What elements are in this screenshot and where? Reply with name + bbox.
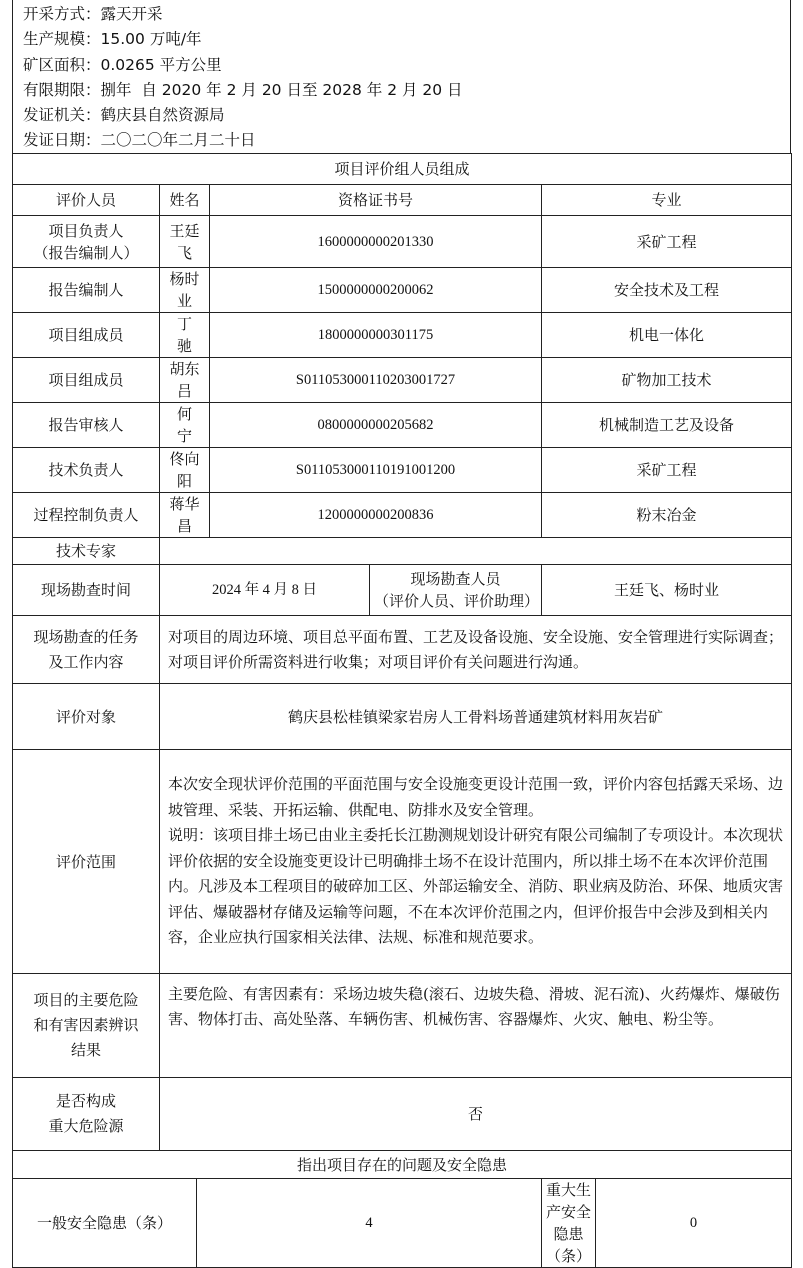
major-hazard-count-value: 0 xyxy=(596,1179,792,1268)
role-cell: 技术负责人 xyxy=(13,448,160,493)
header-major: 专业 xyxy=(542,185,792,216)
object-row xyxy=(13,684,792,750)
role-cell: 过程控制负责人 xyxy=(13,493,160,538)
major-cell: 机电一体化 xyxy=(542,313,792,358)
team-header-row xyxy=(13,185,792,216)
info-line-issue-date: 发证日期：二〇二〇年二月二十日 xyxy=(23,131,256,150)
team-title-row xyxy=(13,154,792,185)
info-line-issuer: 发证机关：鹤庆县自然资源局 xyxy=(23,106,225,125)
major-hazard-count-label: 重大生产安全隐患（条） xyxy=(542,1179,596,1268)
hazard-label: 项目的主要危险 和有害因素辨识 结果 xyxy=(13,974,160,1078)
info-line-validity: 有限期限：捌年 自 2020 年 2 月 20 日至 2028 年 2 月 20 日 xyxy=(23,80,463,99)
major-cell: 采矿工程 xyxy=(542,448,792,493)
role-cell: 项目负责人 （报告编制人） xyxy=(13,216,160,268)
major-cell: 采矿工程 xyxy=(542,216,792,268)
task-row xyxy=(13,616,792,684)
cert-cell: 1800000000301175 xyxy=(210,313,542,358)
survey-time-label: 现场勘查时间 xyxy=(13,565,160,616)
info-line-mine-area: 矿区面积：0.0265 平方公里 xyxy=(23,55,222,74)
name-cell: 胡东吕 xyxy=(160,358,210,403)
cert-cell: S011053000110203001727 xyxy=(210,358,542,403)
cert-cell: S011053000110191001200 xyxy=(210,448,542,493)
expert-label: 技术专家 xyxy=(13,538,160,565)
name-cell: 蒋华昌 xyxy=(160,493,210,538)
cert-cell: 1600000000201330 xyxy=(210,216,542,268)
scope-value xyxy=(160,750,792,974)
issues-title: 指出项目存在的问题及安全隐患 xyxy=(13,1151,792,1179)
major-hazard-label: 是否构成 重大危险源 xyxy=(13,1078,160,1151)
evaluation-table xyxy=(12,153,792,1268)
header-role: 评价人员 xyxy=(13,185,160,216)
role-cell: 项目组成员 xyxy=(13,313,160,358)
issues-count-row xyxy=(13,1179,792,1268)
general-hazard-label: 一般安全隐患（条） xyxy=(13,1179,197,1268)
team-row xyxy=(13,313,792,358)
name-cell: 佟向阳 xyxy=(160,448,210,493)
major-hazard-value: 否 xyxy=(160,1078,792,1151)
scope-label: 评价范围 xyxy=(13,750,160,974)
role-cell: 项目组成员 xyxy=(13,358,160,403)
major-cell: 粉末冶金 xyxy=(542,493,792,538)
scope-paragraph-1: 本次安全现状评价范围的平面范围与安全设施变更设计范围一致，评价内容包括露天采场、边坡管理、采装、开拓运输、供配电、防排水及安全管理。 xyxy=(168,775,784,819)
major-hazard-row xyxy=(13,1078,792,1151)
name-cell: 丁 驰 xyxy=(160,313,210,358)
expert-row xyxy=(13,538,792,565)
cert-cell: 0800000000205682 xyxy=(210,403,542,448)
document xyxy=(12,0,791,1268)
cert-cell: 1200000000200836 xyxy=(210,493,542,538)
major-cell: 矿物加工技术 xyxy=(542,358,792,403)
survey-staff-label: 现场勘查人员 （评价人员、评价助理） xyxy=(370,565,542,616)
task-label: 现场勘查的任务 及工作内容 xyxy=(13,616,160,684)
header-cert: 资格证书号 xyxy=(210,185,542,216)
hazard-value: 主要危险、有害因素有：采场边坡失稳(滚石、边坡失稳、滑坡、泥石流)、火药爆炸、爆破伤害、物体打击、高处坠落、车辆伤害、机械伤害、容器爆炸、火灾、触电、粉尘等。 xyxy=(160,974,792,1078)
general-hazard-value: 4 xyxy=(197,1179,542,1268)
cert-cell: 1500000000200062 xyxy=(210,268,542,313)
name-cell: 杨时业 xyxy=(160,268,210,313)
info-line-mining-method: 开采方式：露天开采 xyxy=(23,5,163,23)
team-row xyxy=(13,358,792,403)
team-row xyxy=(13,448,792,493)
name-cell: 王廷飞 xyxy=(160,216,210,268)
header-name: 姓名 xyxy=(160,185,210,216)
team-row xyxy=(13,216,792,268)
team-title: 项目评价组人员组成 xyxy=(13,154,792,185)
license-info xyxy=(12,0,791,153)
issues-title-row xyxy=(13,1151,792,1179)
team-row xyxy=(13,403,792,448)
survey-staff-value: 王廷飞、杨时业 xyxy=(542,565,792,616)
object-label: 评价对象 xyxy=(13,684,160,750)
scope-paragraph-2: 说明：该项目排土场已由业主委托长江勘测规划设计研究有限公司编制了专项设计。本次现状评价依据的安全设施变更设计已明确排土场不在设计范围内，所以排土场不在本次评价范围内。凡涉及本工程项目的破碎加工区、外部运输安全、消防、职业病及防治、环保、地质灾害评估、爆破器材存储及运输等问题，不在本次评价范围之内，但评价报告中会涉及到相关内容，企业应执行国家相关法律、法规、标准和规范要求。 xyxy=(168,826,784,947)
role-cell: 报告审核人 xyxy=(13,403,160,448)
team-row xyxy=(13,268,792,313)
expert-value xyxy=(160,538,792,565)
hazard-row xyxy=(13,974,792,1078)
role-cell: 报告编制人 xyxy=(13,268,160,313)
info-line-production-scale: 生产规模：15.00 万吨/年 xyxy=(23,30,202,49)
object-value: 鹤庆县松桂镇梁家岩房人工骨料场普通建筑材料用灰岩矿 xyxy=(160,684,792,750)
major-cell: 安全技术及工程 xyxy=(542,268,792,313)
name-cell: 何 宁 xyxy=(160,403,210,448)
scope-row xyxy=(13,750,792,974)
task-value: 对项目的周边环境、项目总平面布置、工艺及设备设施、安全设施、安全管理进行实际调查；对项目评价所需资料进行收集；对项目评价有关问题进行沟通。 xyxy=(160,616,792,684)
team-row xyxy=(13,493,792,538)
survey-time-value: 2024 年 4 月 8 日 xyxy=(160,565,370,616)
major-cell: 机械制造工艺及设备 xyxy=(542,403,792,448)
survey-row xyxy=(13,565,792,616)
